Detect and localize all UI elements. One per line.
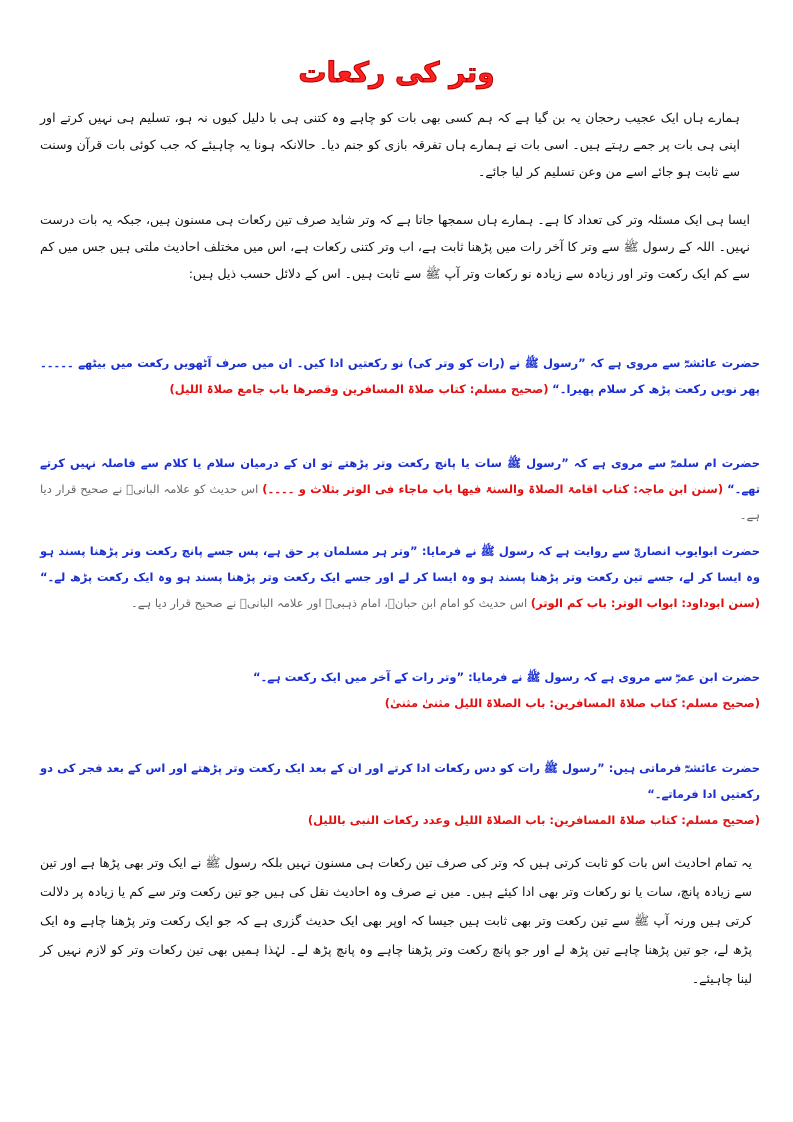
hadith-block-3: [40, 538, 760, 616]
hadith-block-4: [40, 664, 760, 716]
hadith-text: حضرت عائشہؓ فرماتی ہیں: ”رسول ﷺ رات کو دس رکعات ادا کرتے اور ان کے بعد ایک رکعت وتر پڑھتے اور اس کے بعد فجر کی دو رکعتیں ادا فرماتے۔“: [40, 761, 760, 801]
hadith-text: حضرت ابوایوب انصاریؓ سے روایت ہے کہ رسول ﷺ نے فرمایا: ”وتر ہر مسلمان پر حق ہے، پس جسے پانچ رکعت وتر پڑھنا پسند ہو وہ ایسا کر لے، جسے تین رکعت وتر پڑھنا پسند ہو وہ ایسا کر لے اور جسے ایک رکعت وتر پڑھنا پسند ہو وہ ایک رکعت پڑھ لے۔“: [40, 544, 760, 584]
intro-paragraph-1: ہمارے ہاں ایک عجیب رحجان یہ بن گیا ہے کہ ہم کسی بھی بات کو چاہے وہ کتنی ہی با دلیل کیوں نہ ہو، تسلیم ہی نہیں کرتے اور اپنی ہی بات پر جمے رہتے ہیں۔ اسی بات نے ہمارے ہاں تفرقہ بازی کو جنم دیا۔ حالانکہ ہونا یہ چاہیئے کہ جب کوئی بات قرآن وسنت سے ثابت ہو جائے اسے من وعن تسلیم کر لیا جائے۔: [40, 110, 740, 179]
hadith-note: اس حدیث کو علامہ البانیؒ نے صحیح قرار دیا ہے۔: [40, 482, 760, 522]
hadith-reference: (صحیح مسلم: کتاب صلاۃ المسافرین: باب الصلاۃ اللیل وعدد رکعات النبی باللیل): [307, 813, 760, 827]
hadith-reference: (سنن ابن ماجہ: کتاب اقامۃ الصلاۃ والسنۃ فیھا باب ماجاء فی الوتر بثلاث و ۔۔۔۔): [262, 482, 724, 496]
hadith-text: حضرت ام سلمہؓ سے مروی ہے کہ ”رسول ﷺ سات یا پانچ رکعت وتر پڑھتے تو ان کے درمیان سلام یا کلام سے فاصلہ نہیں کرتے تھے۔“: [40, 456, 761, 496]
intro-paragraph-2: ایسا ہی ایک مسئلہ وتر کی تعداد کا ہے۔ ہمارے ہاں سمجھا جاتا ہے کہ وتر شاید صرف تین رکعات ہی مسنون ہیں، جبکہ یہ بات درست نہیں۔ اللہ کے رسول ﷺ سے وتر کا آخر رات میں پڑھنا ثابت ہے، اب وتر کتنی رکعات ہے، اس میں مختلف احادیث ملتی ہیں جس میں کم سے کم ایک رکعت وتر اور زیادہ سے زیادہ نو رکعات وتر آپ ﷺ سے ثابت ہیں۔ اس کے دلائل حسب ذیل ہیں:: [40, 212, 750, 281]
hadith-block-1: [40, 350, 760, 402]
hadith-reference: (سنن ابوداود: ابواب الوتر: باب کم الوتر): [530, 596, 760, 610]
hadith-text: حضرت ابن عمرؓ سے مروی ہے کہ رسول ﷺ نے فرمایا: ”وتر رات کے آخر میں ایک رکعت ہے۔“: [253, 670, 760, 684]
page-title: وتر کی رکعات: [298, 56, 495, 89]
hadith-block-2: [40, 450, 760, 528]
hadith-text: حضرت عائشہؓ سے مروی ہے کہ ”رسول ﷺ نے (رات کو وتر کی) نو رکعتیں ادا کیں۔ ان میں صرف آٹھویں رکعت میں بیٹھے ۔۔۔۔۔ پھر نویں رکعت پڑھ کر سلام پھیرا۔“: [40, 356, 760, 396]
hadith-note: اس حدیث کو امام ابن حبانؒ، امام ذہبیؒ اور علامہ البانیؒ نے صحیح قرار دیا ہے۔: [131, 596, 528, 610]
hadith-reference: (صحیح مسلم: کتاب صلاۃ المسافرین وقصرھا باب جامع صلاۃ اللیل): [169, 382, 549, 396]
conclusion-paragraph: یہ تمام احادیث اس بات کو ثابت کرتی ہیں کہ وتر کی صرف تین رکعات ہی مسنون نہیں بلکہ رسول ﷺ نے ایک وتر بھی پڑھا ہے اور تین سے زیادہ پانچ، سات یا نو رکعات وتر بھی ادا کیئے ہیں۔ میں نے صرف وہ احادیث نقل کی ہیں جو تین رکعت وتر سے کم یا زیادہ پر دلالت کرتی ہیں ورنہ آپ ﷺ سے تین رکعت وتر بھی ثابت ہیں جیسا کہ اوپر بھی ایک حدیث گزری ہے کہ جو ایک رکعت وتر پڑھنا چاہے وہ ایک پڑھ لے، جو تین پڑھنا چاہے تین پڑھ لے اور جو پانچ رکعت وتر پڑھنا چاہے وہ پانچ پڑھ لے۔ لہٰذا ہمیں بھی تین رکعات وتر کو لازم نہیں کر لینا چاہیئے۔: [40, 855, 752, 986]
hadith-block-5: [40, 755, 760, 833]
hadith-reference: (صحیح مسلم: کتاب صلاۃ المسافرین: باب الصلاۃ اللیل مثنیٰ مثنیٰ): [384, 696, 760, 710]
